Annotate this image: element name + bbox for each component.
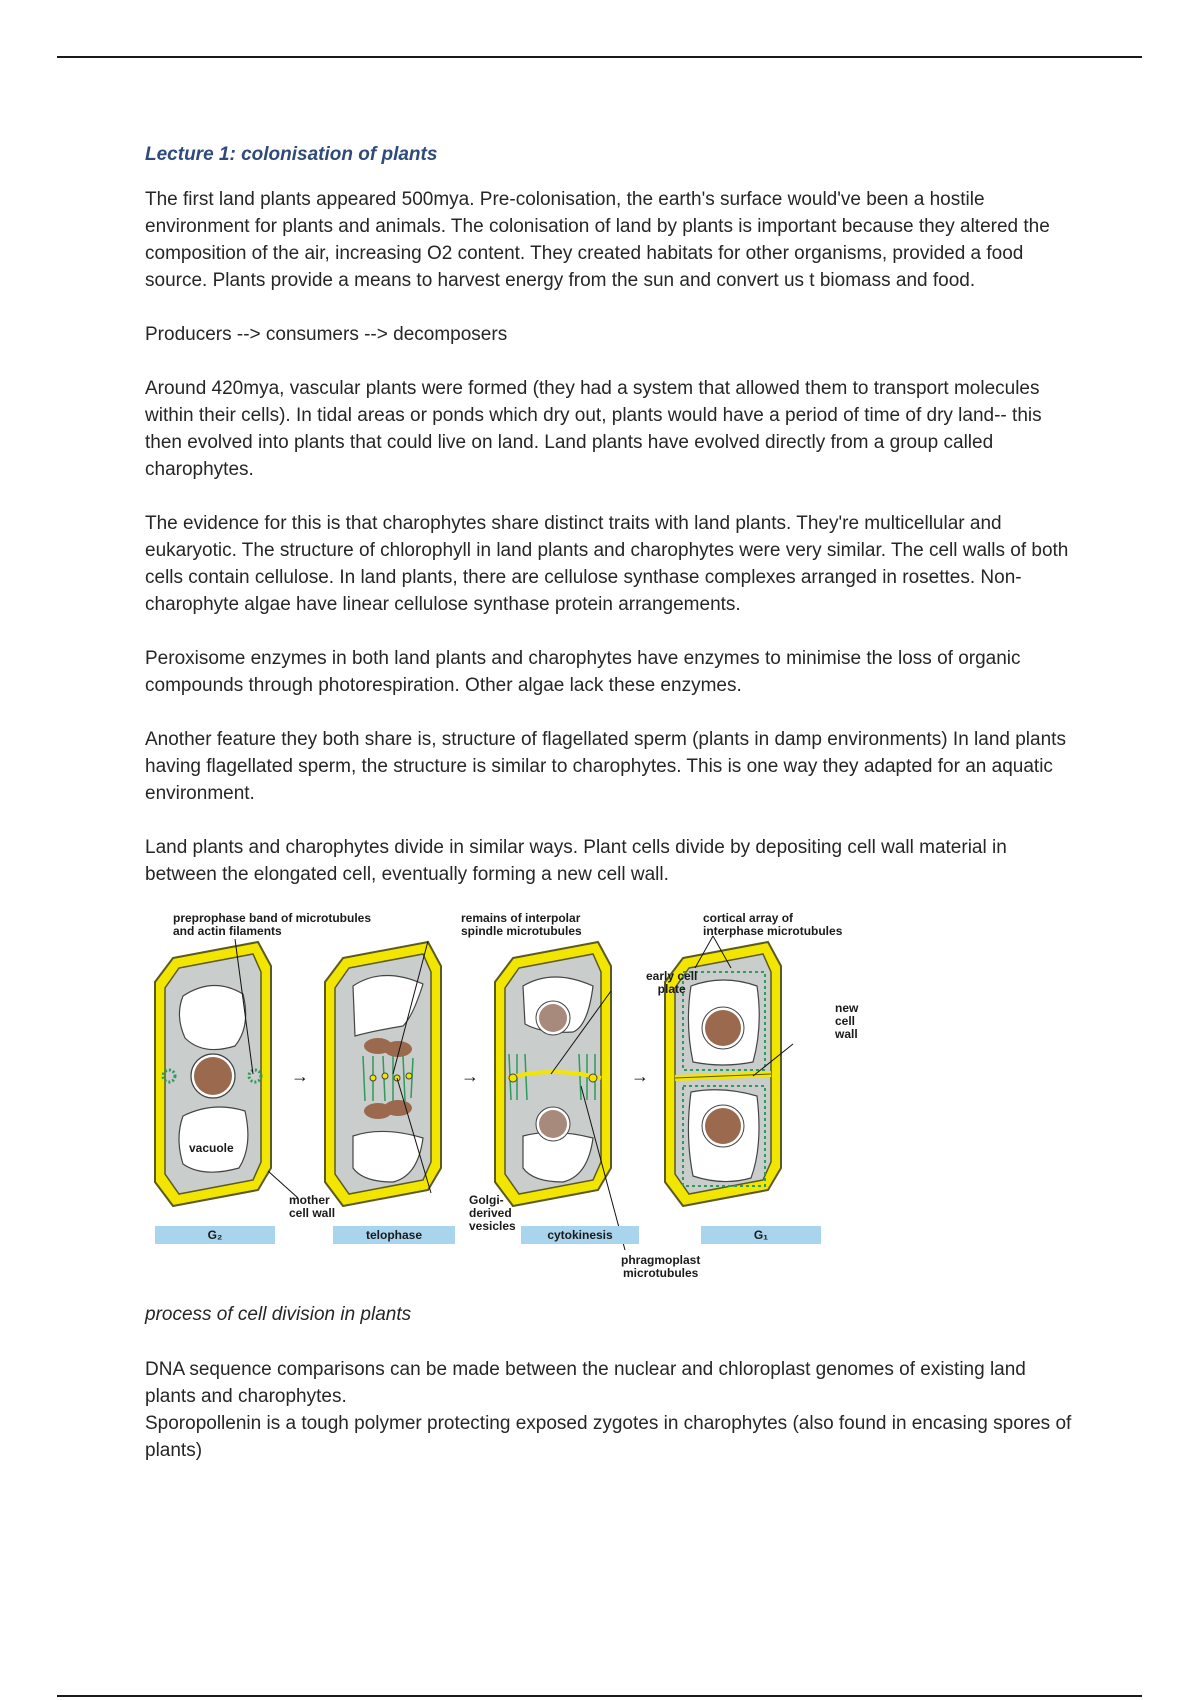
label-early-cell-plate: early cell plate	[646, 969, 698, 996]
label-cortical-array: cortical array of interphase microtubules	[703, 911, 843, 938]
stage-telophase: telophase	[333, 1226, 455, 1244]
paragraph-cell-division: Land plants and charophytes divide in similar ways. Plant cells divide by depositing cell wall material in between the elongated cell, eventually forming a new cell wall.	[145, 837, 1007, 885]
label-phragmoplast: phragmoplast microtubules	[621, 1253, 701, 1280]
lecture-heading: Lecture 1: colonisation of plants	[145, 144, 438, 165]
cell-division-figure	[143, 906, 903, 1301]
paragraph-vascular-plants: Around 420mya, vascular plants were formed (they had a system that allowed them to transport molecules within their cells). In tidal areas or ponds which dry out, plants would have a period of time of dry land-- this then evolved into plants that could live on land. Land plants have evolved directly from a group called charophytes.	[145, 378, 1042, 480]
stage-g2: G₂	[155, 1226, 275, 1244]
bottom-rule	[57, 1695, 1142, 1697]
document-body	[145, 142, 1075, 1491]
stage-g1: G₁	[701, 1226, 821, 1244]
cell-telophase	[325, 941, 441, 1206]
paragraph-peroxisome: Peroxisome enzymes in both land plants and charophytes have enzymes to minimise the loss of organic compounds through photorespiration. Other algae lack these enzymes.	[145, 648, 1021, 696]
top-rule	[57, 56, 1142, 58]
paragraph-colonisation: The first land plants appeared 500mya. Pre-colonisation, the earth's surface would've been a hostile environment for plants and animals. The colonisation of land by plants is important because they altered the composition of the air, increasing O2 content. They created habitats for other organisms, provided a food source. Plants provide a means to harvest energy from the sun and convert us t biomass and food.	[145, 189, 1050, 291]
arrow-2: →	[461, 1066, 479, 1086]
label-new-cell-wall: new cell wall	[835, 1001, 859, 1041]
arrow-1: →	[291, 1066, 309, 1086]
paragraph-evidence: The evidence for this is that charophytes share distinct traits with land plants. They're multicellular and eukaryotic. The structure of chlorophyll in land plants and charophytes were very similar. The cell walls of both cells contain cellulose. In land plants, there are cellulose synthase complexes arranged in rosettes. Non-charophyte algae have linear cellulose synthase protein arrangements.	[145, 513, 1069, 615]
paragraph-flagellated-sperm: Another feature they both share is, structure of flagellated sperm (plants in damp environments) In land plants having flagellated sperm, the structure is similar to charophytes. This is one way they adapted for an aquatic environment.	[145, 729, 1066, 804]
arrow-3: →	[631, 1066, 649, 1086]
paragraph-sporopollenin: Sporopollenin is a tough polymer protecting exposed zygotes in charophytes (also found in encasing spores of plants)	[145, 1413, 1072, 1461]
stage-cytokinesis: cytokinesis	[521, 1226, 639, 1244]
figure-caption: process of cell division in plants	[145, 1304, 412, 1325]
label-interpolar-microtubules: remains of interpolar spindle microtubules	[461, 911, 582, 938]
label-mother-cell-wall: mother cell wall	[289, 1193, 336, 1220]
label-vacuole: vacuole	[189, 1141, 234, 1155]
label-golgi-vesicles: Golgi- derived vesicles	[469, 1193, 516, 1233]
paragraph-dna-comparison: DNA sequence comparisons can be made between the nuclear and chloroplast genomes of existing land plants and charophytes.	[145, 1359, 1026, 1407]
label-preprophase-band: preprophase band of microtubules and actin filaments	[173, 911, 372, 938]
paragraph-food-chain: Producers --> consumers --> decomposers	[145, 324, 508, 345]
cell-g2	[155, 939, 298, 1206]
